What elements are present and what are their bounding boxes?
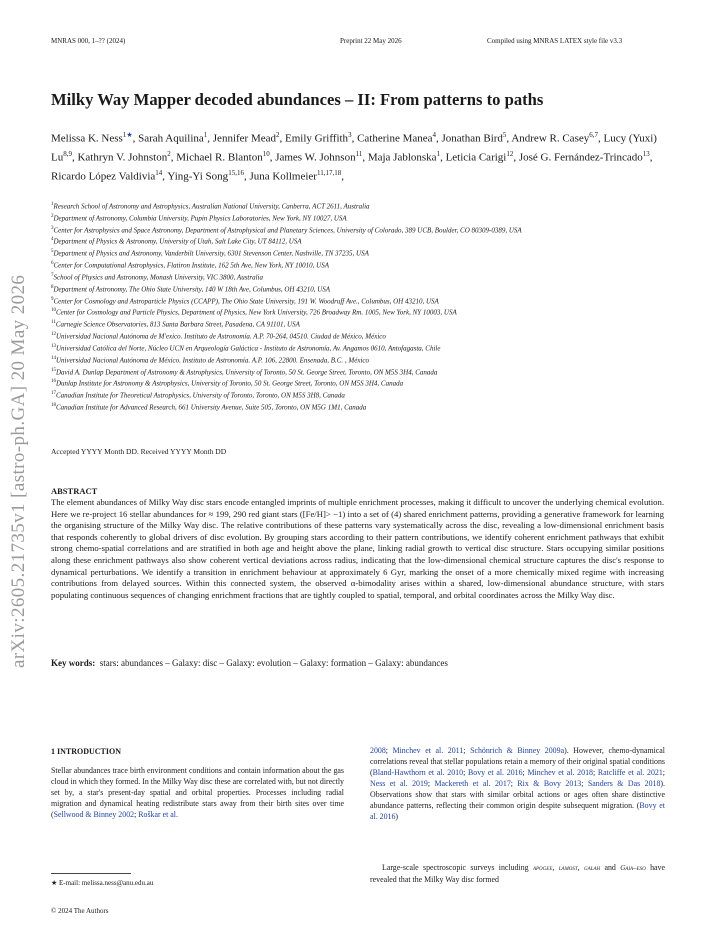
affiliation-item: $^5$Department of Physics and Astronomy, Vanderbilt University, 6301 Stevenson Center, Nashville, TN 37235, USA	[51, 249, 369, 258]
paper-title: Milky Way Mapper decoded abundances – II: From patterns to paths	[51, 90, 544, 109]
affiliation-list	[51, 200, 721, 413]
affiliation-item: $^{14}$Universidad Nacional Autónoma de México. Instituto de Astronomía. A.P. 106, 22800. Ensenada, B.C. , México	[51, 355, 370, 365]
citation-link[interactable]: Mackereth et al. 2017	[434, 779, 511, 788]
corresponding-author-footnote: ★ E-mail: melissa.ness@anu.edu.au	[51, 879, 154, 887]
author-name: José G. Fernández-Trincado	[518, 151, 643, 164]
citation-link[interactable]: Rix & Bovy 2013	[517, 779, 582, 788]
affiliation-item: $^9$Center for Cosmology and Astroparticle Physics (CCAPP), The Ohio State University, 191 W. Woodruff Ave., Columbus, OH 43210, USA	[51, 296, 439, 305]
intro-p1-text: Stellar abundances trace birth environment conditions and contain information about the gas cloud in which they formed. In the Milky Way disc these are correlated with, but not directly set by, a star's present-day spatial and orbital properties. Processes including radial migration and dynamical heating redistribute stars away from their birth sites over time (	[51, 766, 344, 819]
footnote-rule	[51, 873, 131, 874]
author-affiliation-marker: 3	[348, 131, 352, 139]
author-name: Michael R. Blanton	[176, 151, 263, 164]
author-name: Jonathan Bird	[441, 132, 503, 145]
author-affiliation-marker: 15,16	[228, 169, 244, 178]
author-affiliation-marker: 4	[432, 131, 436, 139]
author-affiliation-marker: 1	[203, 131, 208, 139]
affiliation-item: $^{13}$Universidad Católica del Norte, Núcleo UCN en Arqueología Galáctica - Instituto de Astronomía, Av. Angamos 0610, Antofagasta, Chile	[51, 343, 441, 353]
survey-name: Gaia–eso	[620, 864, 646, 872]
author-affiliation-marker: 5	[502, 131, 507, 139]
author-name: Lucy (Yuxi) Lu	[51, 132, 657, 164]
affiliation-item: $^{11}$Carnegie Science Observatories, 813 Santa Barbara Street, Pasadena, CA 91101, USA	[51, 320, 300, 329]
author-name: Emily Griffith	[285, 132, 349, 145]
intro-paragraph-1: Stellar abundances trace birth environment conditions and contain information about the gas cloud in which they formed. In the Milky Way disc these are correlated with, but not directly set by, a star's present-day spatial and orbital properties. Processes including radial migration and dynamical heating redistribute stars away from their birth sites over time (Sellwood & Binney 2002; Roškar et al.	[51, 766, 344, 819]
author-list: Melissa K. Ness$^{1★}$, Sarah Aquilina$^1$, Jennifer Mead$^2$, Emily Griffith$^3$, Catherine Manea$^4$, Jonathan Bird$^5$, Andrew R. Casey$^{6,7}$, Lucy (Yuxi) Lu$^{8,9}$, Kathryn V. Johnston$^2$, Michael R. Blanton$^{10}$, James W. Johnson$^{11}$, Maja Jablonska$^1$, Leticia Carigi$^{12}$, José G. Fernández-Trincado$^{13}$, Ricardo López Valdivia$^{14}$, Ying-Yi Song$^{15,16}$, Juna Kollmeier$^{11,17,18}$,	[51, 131, 657, 183]
author-name: Maja Jablonska	[367, 151, 437, 164]
citation-link[interactable]: Bland-Hawthorn et al. 2010	[372, 768, 464, 777]
abstract-text: The element abundances of Milky Way disc stars encode entangled imprints of multiple enrichment processes, making it difficult to uncover the underlying chemical evolution. Here we re-project 16 stellar abundances for ≈ 199, 290 red giant stars ([Fe/H]> −1) into a set of (4) shared enrichment patterns, providing a generative framework for learning the organising structure of the Milky Way disc. The relative contributions of these patterns vary systematically across the disc, revealing a low-dimensional enrichment basis that responds coherently to global drivers of disc evolution. By grouping stars according to their pattern contributions, we identify coherent enrichment pathways that exhibit strong chemo-spatial correlations and are stratified in both age and height above the plane, linking radial growth to vertical disc structure. Stars occupying similar positions along these enrichment pathways also show coherent vertical deviations across radius, indicating that the low-dimensional chemical structure captures the disc's response to dynamical perturbations. We identify a transition in enrichment behaviour at approximately 6 Gyr, marking the onset of a more chemically mixed regime with increasing contributions from delayed sources. Within this connected system, the observed α-bimodality arises within a shared, low-dimensional abundance structure, with stars populating continuous sequences of changing enrichment fractions that are tightly coupled to spatial, temporal, and orbital coordinates across the Milky Way disc.	[51, 497, 664, 600]
affiliation-item: $^2$Department of Astronomy, Columbia University, Pupin Physics Laboratories, New York, NY 10027, USA	[51, 213, 347, 223]
author-affiliation-marker: 2	[167, 150, 171, 159]
intro-p2-text: have revealed that the Milky Way disc formed	[370, 863, 666, 884]
citation-link[interactable]: Bovy et al. 2016	[370, 801, 665, 821]
running-header-style-note: Compiled using MNRAS LATEX style file v3.3	[487, 37, 623, 45]
author-name: Sarah Aquilina	[138, 132, 204, 145]
intro-p2-text: Large-scale spectroscopic surveys including	[382, 863, 533, 872]
intro-col2-text: ). However, chemo-dynamical correlations reveal that stellar populations retain a memory of their original spatial conditions (	[370, 746, 665, 777]
affiliation-item: $^{15}$David A. Dunlap Department of Astronomy & Astrophysics, University of Toronto, 50 St. George Street, Toronto, ON M5S 3H4, Canada	[51, 367, 438, 376]
intro-paragraph-1-continued: 2008; Minchev et al. 2011; Schönrich & Binney 2009a). However, chemo-dynamical correlations reveal that stellar populations retain a memory of their original spatial conditions (Bland-Hawthorn et al. 2010; Bovy et al. 2016; Minchev et al. 2018; Ratcliffe et al. 2021; Ness et al. 2019; Mackereth et al. 2017; Rix & Bovy 2013; Sanders & Das 2018). Observations show that stars with similar orbital actions or ages often share distinctive abundance patterns, reflecting their common origin despite subsequent migration. (Bovy et al. 2016)	[370, 746, 666, 821]
received-accepted-line: Accepted YYYY Month DD. Received YYYY Month DD	[51, 447, 227, 456]
survey-name: apogee	[532, 864, 553, 872]
affiliation-item: $^3$Center for Astrophysics and Space Astronomy, Department of Astrophysical and Planetary Sciences, University of Colorado, 389 UCB, Boulder, CO 80309-0389, USA	[51, 225, 522, 234]
arxiv-identifier-stamp[interactable]: arXiv:2605.21735v1 [astro-ph.GA] 20 May 2026	[8, 274, 29, 668]
author-name: James W. Johnson	[275, 151, 356, 164]
survey-name: galah	[584, 864, 601, 872]
keywords	[51, 658, 664, 668]
copyright-notice: © 2024 The Authors	[51, 907, 109, 915]
author-name: Jennifer Mead	[212, 132, 277, 145]
author-name: Andrew R. Casey	[511, 132, 590, 145]
affiliation-item: $^6$Center for Computational Astrophysics, Flatiron Institute, 162 5th Ave, New York, NY 10010, USA	[51, 261, 329, 270]
author-affiliation-marker: 1	[436, 150, 441, 159]
author-affiliation-marker: 11,17,18	[316, 169, 342, 178]
author-affiliation-marker: 10	[262, 150, 270, 159]
author-affiliation-marker: 11	[355, 150, 363, 159]
author-name: Leticia Carigi	[445, 151, 507, 164]
author-affiliation-marker: 14	[155, 169, 163, 178]
author-affiliation-marker: 12	[506, 150, 514, 159]
author-affiliation-marker: 6,7	[589, 131, 598, 139]
author-affiliation-marker[interactable]: 1★	[122, 131, 133, 139]
citation-link[interactable]: Roškar et al.	[138, 810, 178, 819]
author-name: Ying-Yi Song	[167, 170, 229, 183]
author-affiliation-marker: 8,9	[63, 150, 72, 159]
affiliation-item: $^4$Department of Physics & Astronomy, University of Utah, Salt Lake City, UT 84112, USA	[51, 237, 302, 246]
author-name: Ricardo López Valdivia	[51, 170, 156, 183]
affiliation-item: $^{18}$Canadian Institute for Advanced Research, 661 University Avenue, Suite 505, Toronto, ON M5G 1M1, Canada	[51, 403, 367, 412]
abstract-heading: ABSTRACT	[51, 486, 98, 496]
intro-col2-text: ). Observations show that stars with similar orbital actions or ages often share distinctive abundance patterns, reflecting their common origin despite subsequent migration. (	[370, 779, 666, 810]
author-name: Juna Kollmeier	[249, 170, 317, 183]
author-name: Kathryn V. Johnston	[77, 151, 168, 164]
citation-link[interactable]: Sanders & Das 2018	[587, 779, 661, 788]
section-heading-introduction: 1 INTRODUCTION	[51, 747, 122, 756]
affiliation-item: $^1$Research School of Astronomy and Astrophysics, Australian National University, Canberra, ACT 2611, Australia	[51, 202, 370, 211]
keywords-label: Key words:	[51, 658, 96, 668]
intro-paragraph-2: Large-scale spectroscopic surveys including apogee, lamost, galah and Gaia–eso have revealed that the Milky Way disc formed	[370, 863, 666, 884]
citation-link[interactable]: Minchev et al. 2018	[527, 768, 593, 777]
author-name: Catherine Manea	[357, 132, 433, 145]
keywords-text: stars: abundances – Galaxy: disc – Galaxy: evolution – Galaxy: formation – Galaxy: abundances	[99, 658, 448, 668]
affiliation-item: $^{12}$Universidad Nacional Autónoma de M'exico. Instituto de Astronomía. A.P. 70-264, 04510. Ciudad de México, México	[51, 332, 386, 341]
citation-link[interactable]: Ness et al. 2019	[370, 779, 428, 788]
citation-link[interactable]: Schönrich & Binney 2009a	[470, 746, 565, 755]
running-header-preprint-date: Preprint 22 May 2026	[340, 37, 402, 45]
author-name: Melissa K. Ness	[51, 132, 123, 145]
citation-link[interactable]: Bovy et al. 2016	[468, 768, 523, 777]
affiliation-item: $^{10}$Center for Cosmology and Particle Physics, Department of Physics, New York University, 726 Broadway Rm. 1005, New York, NY 10003, USA	[51, 308, 457, 317]
affiliation-item: $^{17}$Canadian Institute for Theoretical Astrophysics, University of Toronto, Toronto, ON M5S 3H8, Canada	[51, 391, 345, 400]
author-affiliation-marker: 13	[642, 150, 650, 159]
author-affiliation-marker: 2	[276, 131, 280, 139]
affiliation-item: $^{16}$Dunlap Institute for Astronomy & Astrophysics, University of Toronto, 50 St. George Street, Toronto, ON M5S 3H4, Canada	[51, 379, 404, 388]
survey-name: lamost	[558, 864, 578, 872]
citation-link[interactable]: Minchev et al. 2011	[392, 746, 464, 755]
running-header-journal: MNRAS 000, 1–?? (2024)	[51, 37, 126, 45]
affiliation-item: $^7$School of Physics and Astronomy, Monash University, VIC 3800, Australia	[51, 272, 263, 282]
citation-link[interactable]: 2008	[370, 746, 386, 755]
citation-link[interactable]: Ratcliffe et al. 2021	[597, 768, 663, 777]
citation-link[interactable]: Sellwood & Binney 2002	[53, 810, 135, 819]
affiliation-item: $^8$Department of Astronomy, The Ohio State University, 140 W 18th Ave, Columbus, OH 43210, USA	[51, 284, 331, 294]
